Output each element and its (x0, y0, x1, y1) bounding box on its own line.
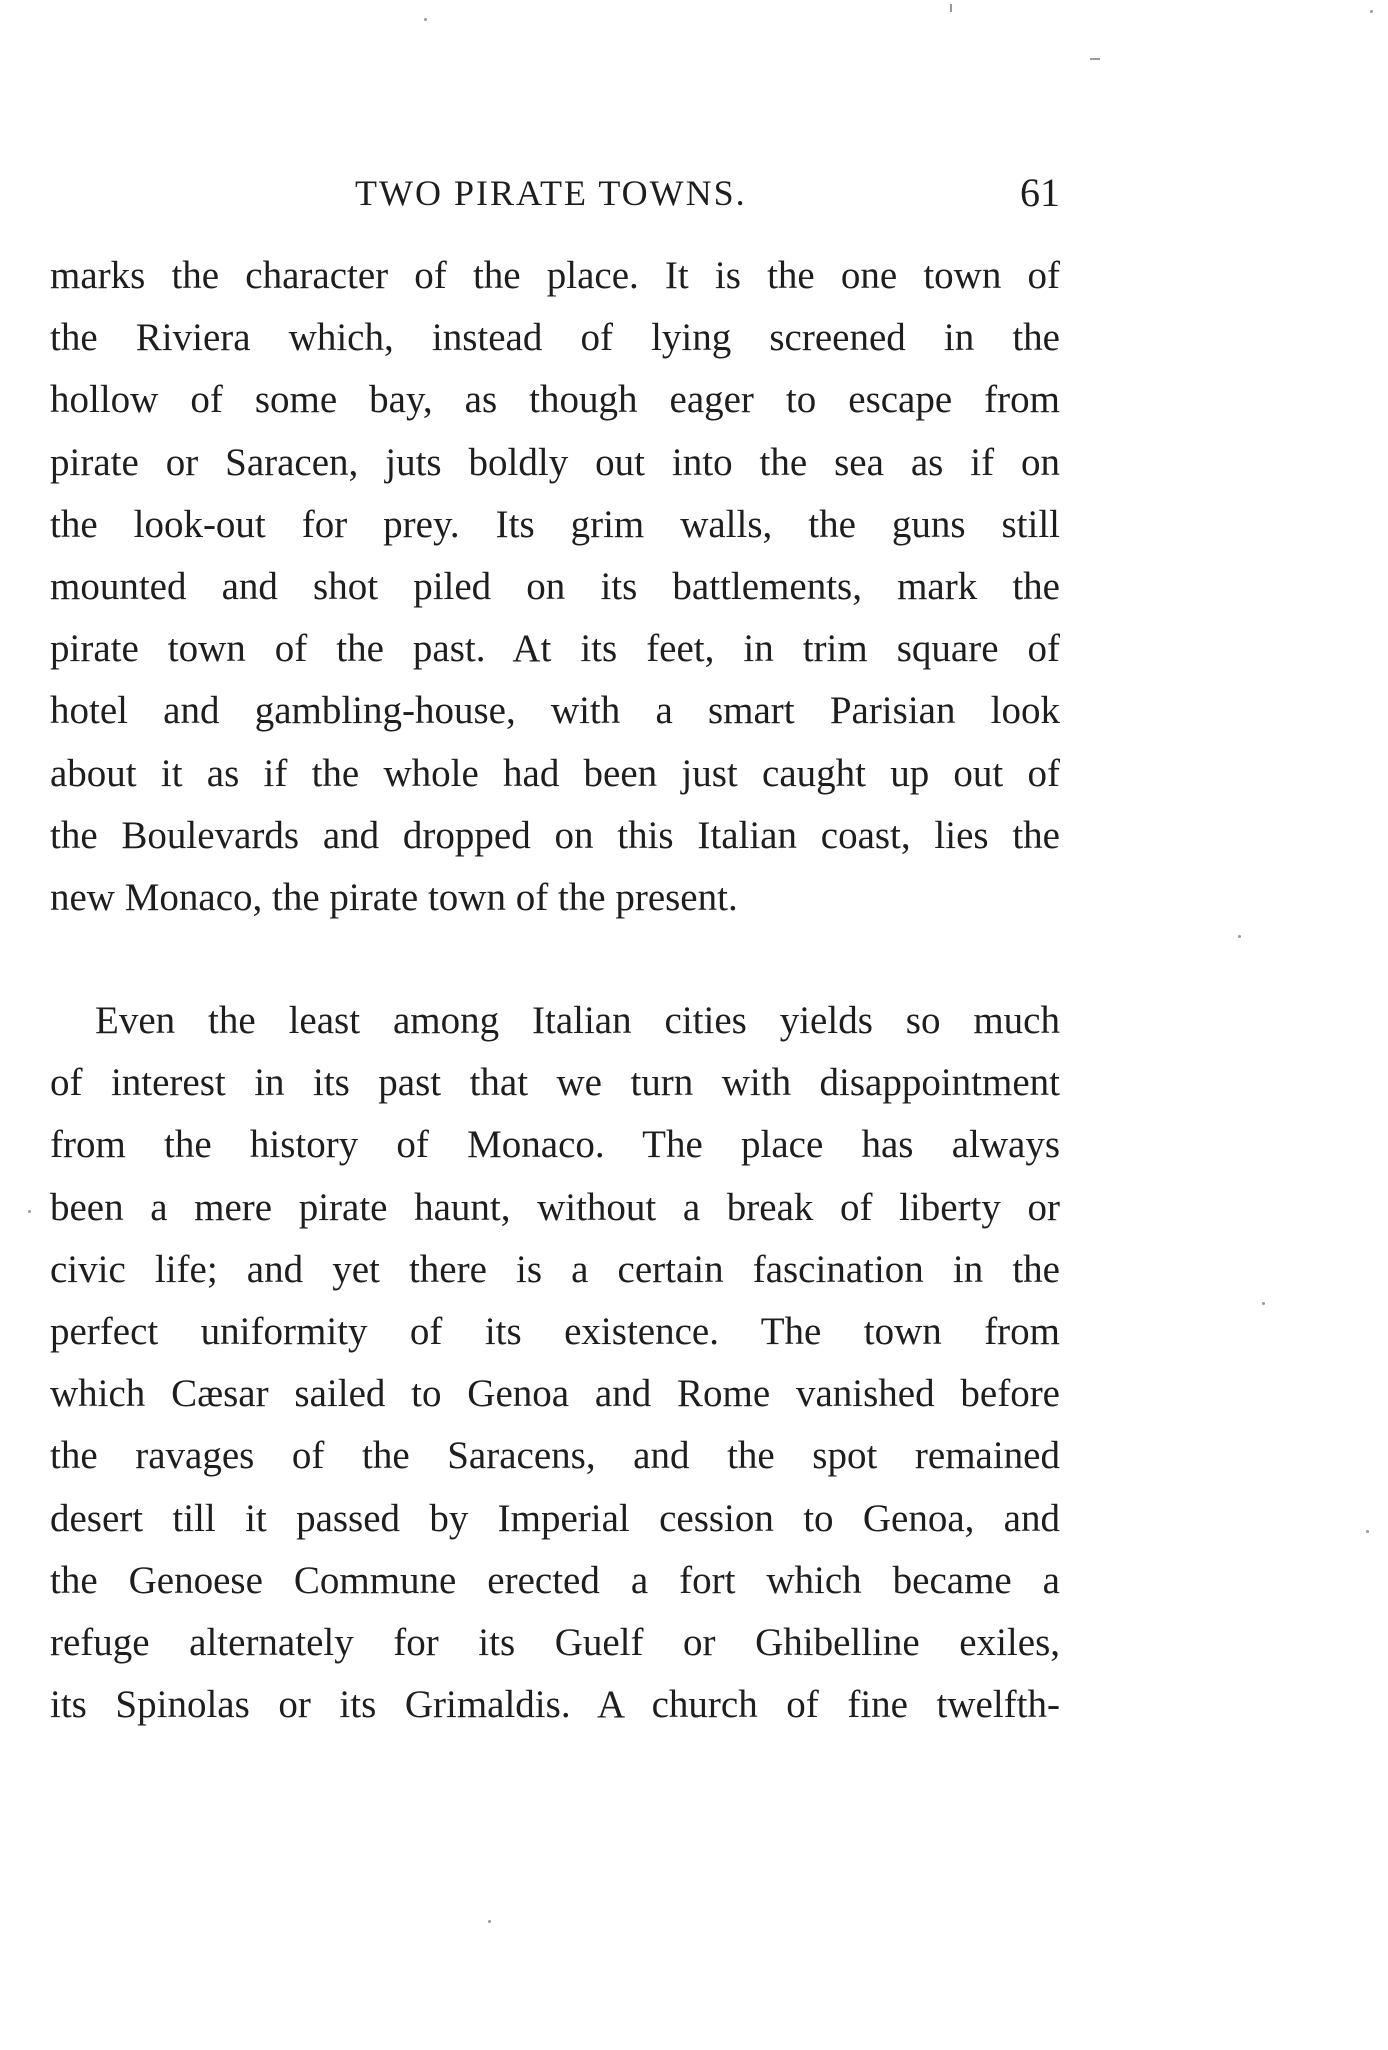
text-line: the ravages of the Saracens, and the spot remained (50, 1434, 1060, 1478)
text-line: civic life; and yet there is a certain fascination in the (50, 1247, 1060, 1291)
page-number: 61 (1020, 170, 1060, 215)
scan-speck (424, 18, 427, 21)
scan-speck (1090, 58, 1100, 60)
text-line: perfect uniformity of its existence. The town from (50, 1309, 1060, 1353)
scan-speck (28, 1210, 31, 1213)
text-line: of interest in its past that we turn with disappointment (50, 1061, 1060, 1105)
text-line: mounted and shot piled on its battlements, mark the (50, 564, 1060, 608)
scan-speck (950, 4, 952, 12)
text-line: the Riviera which, instead of lying screened in the (50, 316, 1060, 360)
text-line: its Spinolas or its Grimaldis. A church of fine twelfth- (50, 1683, 1060, 1727)
text-line: desert till it passed by Imperial cession to Genoa, and (50, 1496, 1060, 1540)
text-line: hollow of some bay, as though eager to escape from (50, 378, 1060, 422)
scan-speck (488, 1920, 491, 1923)
text-line: about it as if the whole had been just caught up out of (50, 751, 1060, 795)
scan-speck (1238, 935, 1241, 938)
scan-speck (1262, 1302, 1265, 1305)
text-line: which Cæsar sailed to Genoa and Rome vanished before (50, 1372, 1060, 1416)
text-line: hotel and gambling-house, with a smart Parisian look (50, 689, 1060, 733)
text-line: pirate town of the past. At its feet, in trim square of (50, 627, 1060, 671)
text-line: pirate or Saracen, juts boldly out into the sea as if on (50, 440, 1060, 484)
running-title: TWO PIRATE TOWNS. (355, 173, 747, 213)
text-line: Even the least among Italian cities yields so much (95, 999, 1060, 1042)
paragraph-2 (50, 990, 1060, 1736)
text-line: been a mere pirate haunt, without a break of liberty or (50, 1185, 1060, 1229)
running-head (50, 168, 1060, 218)
text-line: the Genoese Commune erected a fort which became a (50, 1558, 1060, 1602)
text-line: the look-out for prey. Its grim walls, the guns still (50, 502, 1060, 546)
text-line: refuge alternately for its Guelf or Ghibelline exiles, (50, 1620, 1060, 1664)
text-line: new Monaco, the pirate town of the present. (50, 875, 738, 919)
scan-speck (1366, 1530, 1369, 1533)
paragraph-1 (50, 245, 1060, 929)
text-line: marks the character of the place. It is the one town of (50, 254, 1060, 297)
scan-speck (1370, 10, 1373, 13)
text-line: from the history of Monaco. The place has always (50, 1123, 1060, 1167)
text-line: the Boulevards and dropped on this Italian coast, lies the (50, 813, 1060, 857)
